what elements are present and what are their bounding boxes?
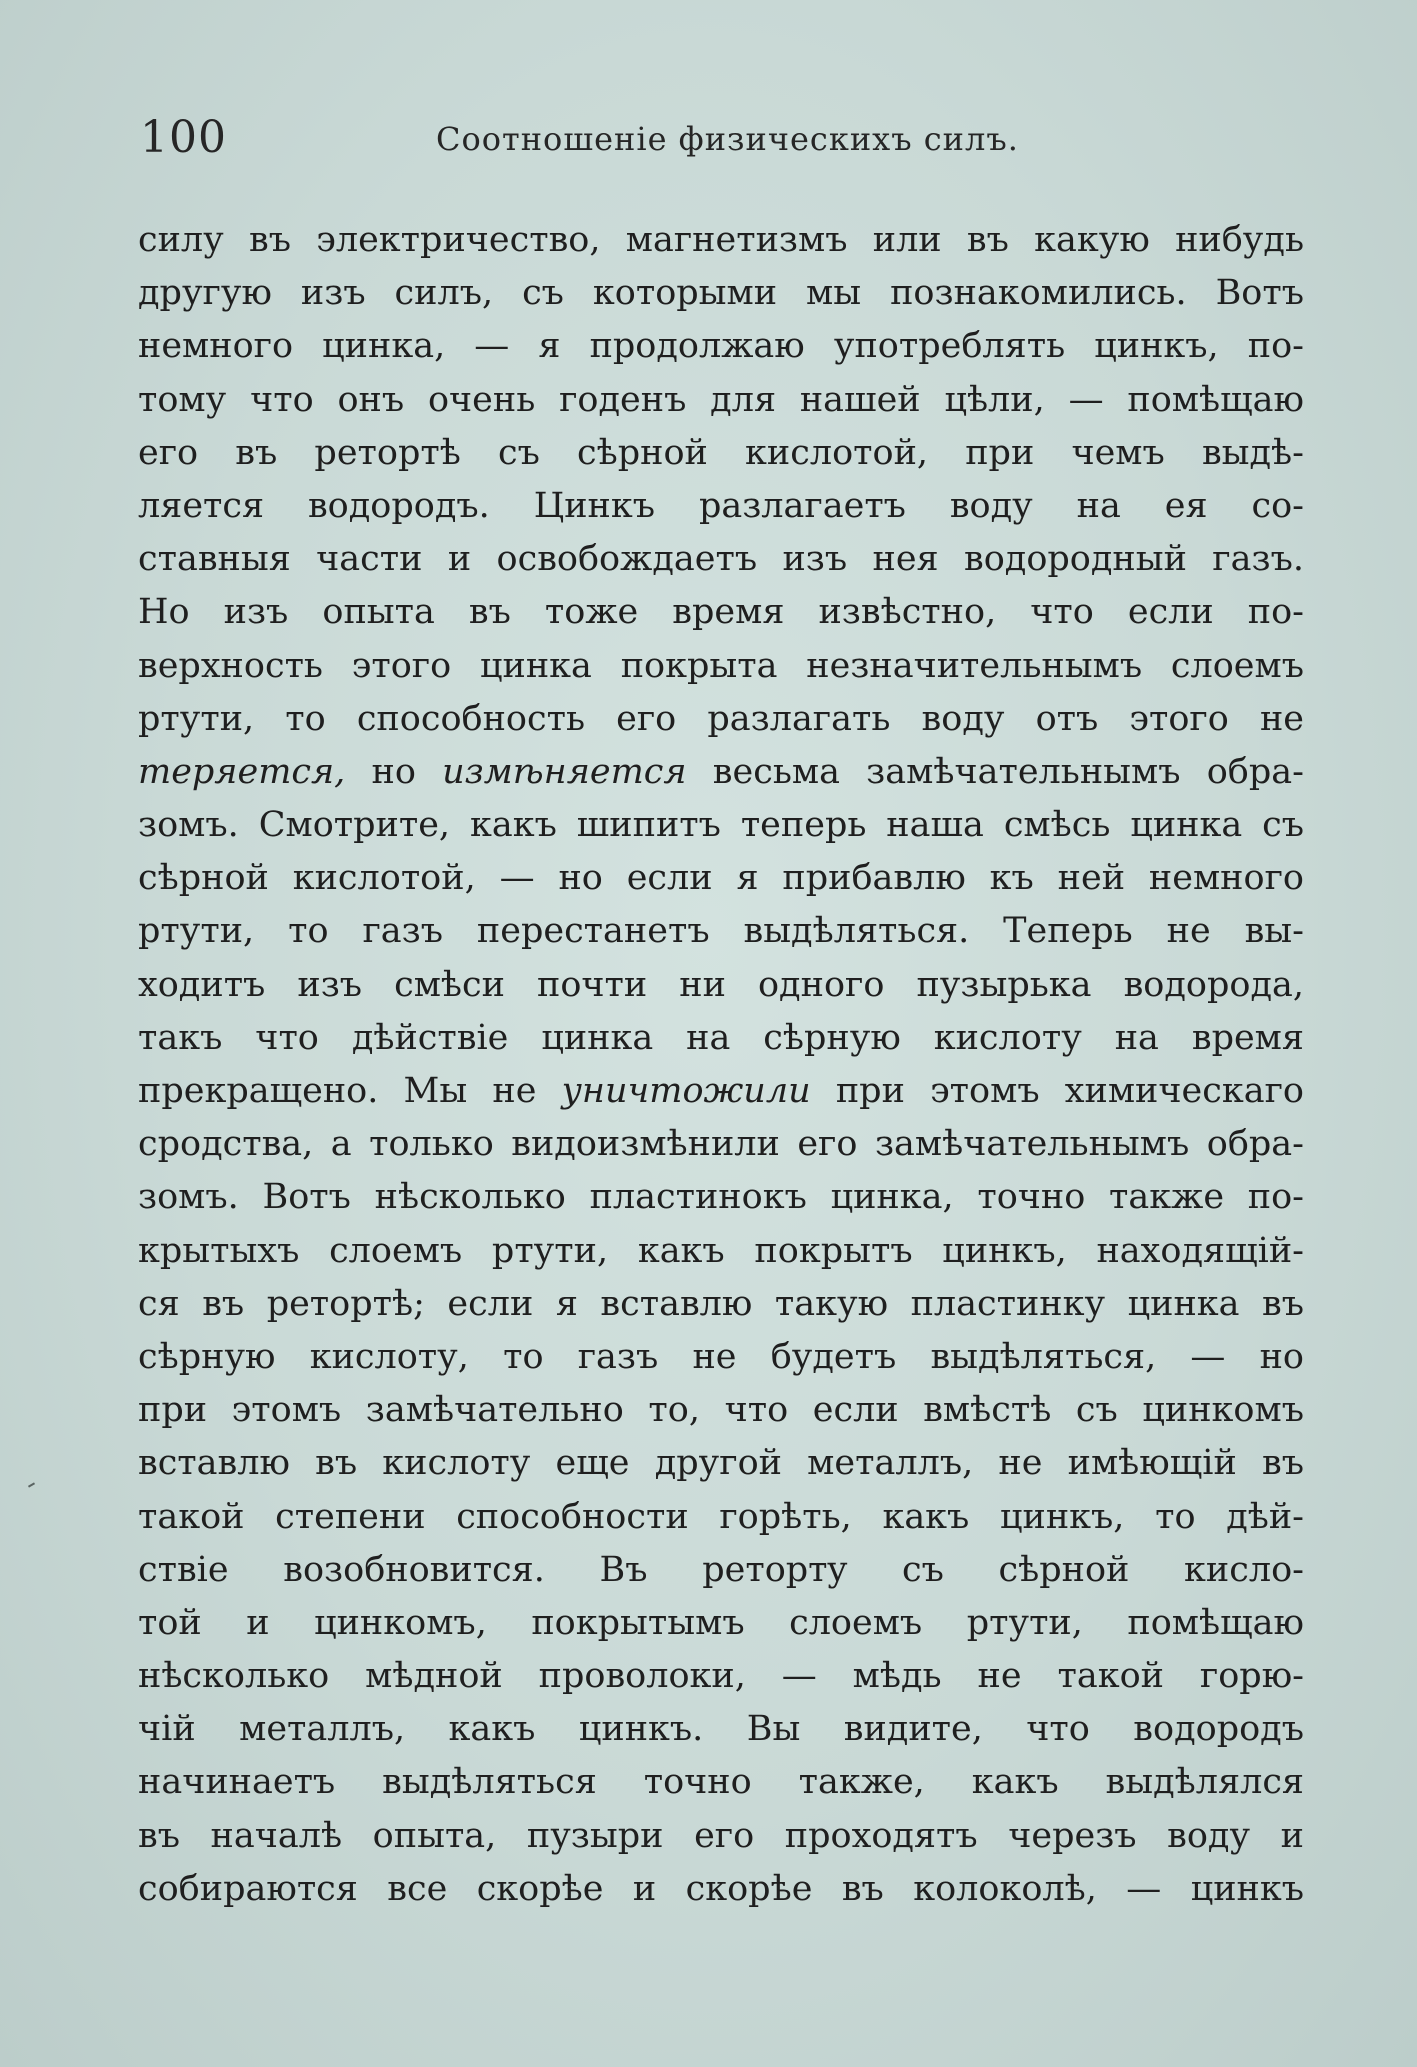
text-line: зомъ. Вотъ нѣсколько пластинокъ цинка, точно также по-	[138, 1177, 1304, 1218]
body-text	[138, 214, 1304, 1916]
text-line: вставлю въ кислоту еще другой металлъ, не имѣющій въ	[138, 1443, 1304, 1484]
text-line: нѣсколько мѣдной проволоки, — мѣдь не такой горю-	[138, 1656, 1304, 1697]
text-fragment: но	[371, 751, 416, 792]
text-line: верхность этого цинка покрыта незначительнымъ слоемъ	[138, 645, 1304, 686]
text-line: сродства, а только видоизмѣнили его замѣчательнымъ обра-	[138, 1124, 1304, 1165]
text-line: такъ что дѣйствіе цинка на сѣрную кислоту на время	[138, 1017, 1304, 1058]
text-fragment: прекращено. Мы не	[138, 1071, 537, 1111]
text-fragment: весьма замѣчательнымъ обра-	[712, 751, 1304, 792]
text-line: при этомъ замѣчательно то, что если вмѣстѣ съ цинкомъ	[138, 1390, 1304, 1431]
text-line: ходитъ изъ смѣси почти ни одного пузырька водорода,	[138, 964, 1304, 1005]
text-line: зомъ. Смотрите, какъ шипитъ теперь наша смѣсь цинка съ	[138, 805, 1304, 846]
text-line-with-emphasis	[138, 1065, 1304, 1118]
text-line: сѣрную кислоту, то газъ не будетъ выдѣляться, — но	[138, 1336, 1304, 1377]
text-line: крытыхъ слоемъ ртути, какъ покрытъ цинкъ, находящій-	[138, 1230, 1304, 1271]
text-fragment: при этомъ химическаго	[835, 1071, 1304, 1111]
text-line: сѣрной кислотой, — но если я прибавлю къ ней немного	[138, 858, 1304, 899]
text-line: собираются все скорѣе и скорѣе въ колоколѣ, — цинкъ	[138, 1868, 1304, 1909]
emphasis-teryaetsya: теряется,	[138, 751, 346, 792]
page-number: 100	[140, 112, 227, 163]
page-header	[140, 112, 1300, 172]
text-line: въ началѣ опыта, пузыри его проходятъ черезъ воду и	[138, 1815, 1304, 1856]
text-line: ртути, то способность его разлагать воду отъ этого не	[138, 698, 1304, 739]
text-line: Но изъ опыта въ тоже время извѣстно, что если по-	[138, 592, 1304, 633]
text-line: такой степени способности горѣть, какъ цинкъ, то дѣй-	[138, 1496, 1304, 1537]
text-line: ставныя части и освобождаетъ изъ нея водородный газъ.	[138, 539, 1304, 580]
text-line-with-emphasis	[138, 746, 1304, 799]
text-line: ствіе возобновится. Въ ретортy съ сѣрной кисло-	[138, 1549, 1304, 1590]
text-line: силу въ электричество, магнетизмъ или въ какую нибудь	[138, 220, 1304, 260]
text-line: ртути, то газъ перестанетъ выдѣляться. Теперь не вы-	[138, 911, 1304, 952]
emphasis-unichtozhili: уничтожили	[561, 1071, 811, 1111]
paper-speck	[28, 1482, 35, 1487]
text-line: другую изъ силъ, съ которыми мы познакомились. Вотъ	[138, 273, 1304, 314]
text-line: чій металлъ, какъ цинкъ. Вы видите, что водородъ	[138, 1709, 1304, 1750]
text-line: ляется водородъ. Цинкъ разлагаетъ воду на ея со-	[138, 485, 1304, 526]
text-line: ся въ ретортѣ; если я вставлю такую пластинку цинка въ	[138, 1283, 1304, 1324]
emphasis-izmenyaetsya: измѣняется	[442, 751, 687, 792]
text-line: его въ ретортѣ съ сѣрной кислотой, при чемъ выдѣ-	[138, 432, 1304, 473]
text-line: тому что онъ очень годенъ для нашей цѣли, — помѣщаю	[138, 379, 1304, 420]
text-line: немного цинка, — я продолжаю употреблять цинкъ, по-	[138, 326, 1304, 367]
running-title: Соотношеніе физическихъ силъ.	[436, 120, 1019, 158]
text-line: той и цинкомъ, покрытымъ слоемъ ртути, помѣщаю	[138, 1602, 1304, 1643]
text-line: начинаетъ выдѣляться точно также, какъ выдѣлялся	[138, 1762, 1304, 1803]
